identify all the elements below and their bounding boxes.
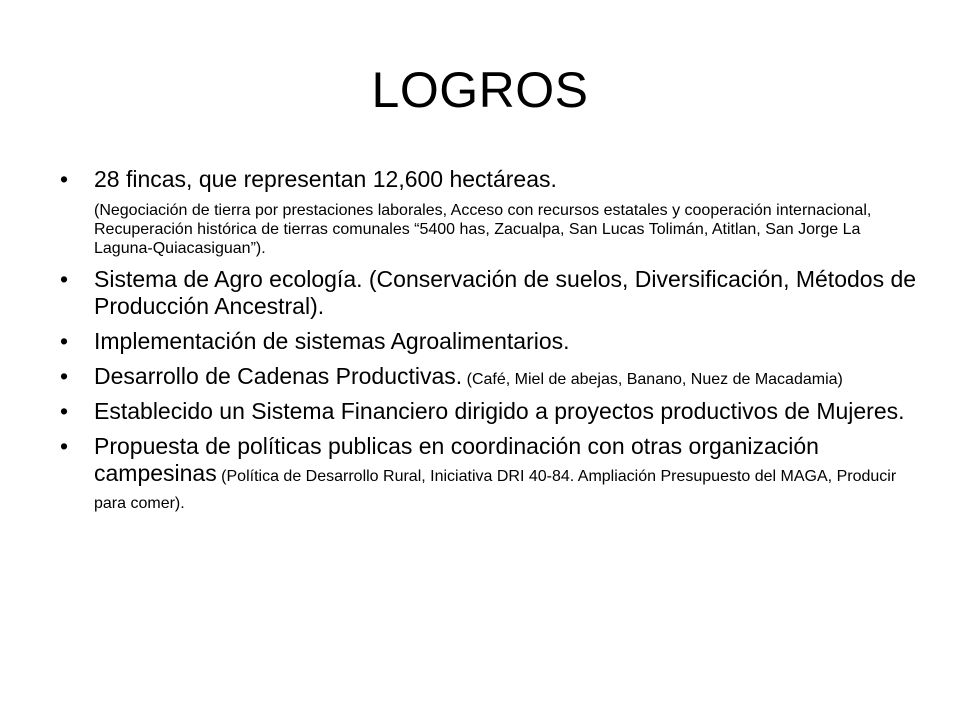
- bullet-item: [60, 266, 920, 320]
- bullet-text: Implementación de sistemas Agroalimentarios.: [94, 328, 570, 354]
- bullet-text: 28 fincas, que representan 12,600 hectáreas.: [94, 166, 557, 192]
- bullet-text: Propuesta de políticas publicas en coordinación con otras organización campesinas: [94, 433, 819, 486]
- bullet-item: [60, 166, 920, 258]
- bullet-text: Desarrollo de Cadenas Productivas.: [94, 363, 463, 389]
- bullet-item: [60, 398, 920, 425]
- bullet-note: (Café, Miel de abejas, Banano, Nuez de Macadamia): [462, 371, 843, 388]
- bullet-dot: •: [60, 166, 69, 192]
- slide-title: LOGROS: [371, 62, 589, 118]
- bullet-dot: •: [60, 398, 69, 424]
- bullet-note: (Política de Desarrollo Rural, Iniciativa DRI 40-84. Ampliación Presupuesto del MAGA, Producir para comer).: [94, 468, 897, 512]
- bullet-item: [60, 433, 920, 514]
- bullet-dot: •: [60, 433, 69, 459]
- bullet-text: Establecido un Sistema Financiero dirigido a proyectos productivos de Mujeres.: [94, 398, 905, 424]
- bullet-dot: •: [60, 328, 69, 354]
- bullet-dot: •: [60, 266, 69, 292]
- bullet-dot: •: [60, 363, 69, 389]
- bullet-item: [60, 363, 920, 390]
- bullet-text: Sistema de Agro ecología. (Conservación de suelos, Diversificación, Métodos de Producción Ancestral).: [94, 266, 917, 319]
- bullet-list: [60, 166, 920, 522]
- bullet-item: [60, 328, 920, 355]
- bullet-note: (Negociación de tierra por prestaciones laborales, Acceso con recursos estatales y cooperación internacional, Recuperación histórica de tierras comunales “5400 has, Zacualpa, San Lucas Tolimán, Atitlan, San Jorge La Laguna-Quiacasiguan”).: [94, 202, 872, 257]
